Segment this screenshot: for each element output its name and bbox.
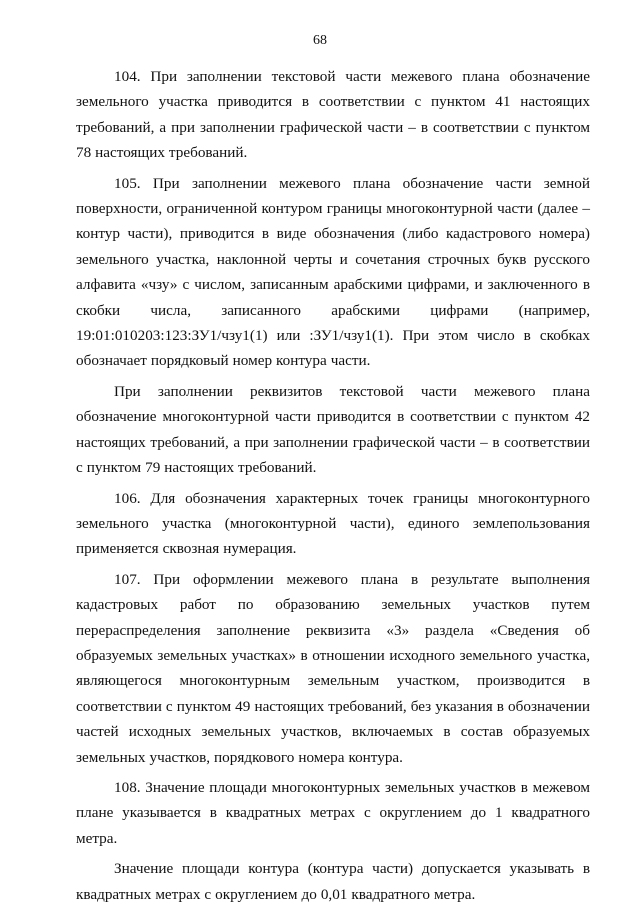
paragraph-107: 107. При оформлении межевого плана в результате выполнения кадастровых работ по образованию земельных участков путем перераспределения заполнение реквизита «3» раздела «Сведения об образуемых земельных участках» в отношении исходного земельного участка, являющегося многоконтурным земельным участком, производится в соответствии с пунктом 49 настоящих требований, без указания в обозначении частей исходных земельных участков, включаемых в состав образуемых земельных участков, порядкового номера контура. <box>76 570 590 766</box>
paragraph-105-continuation: При заполнении реквизитов текстовой части межевого плана обозначение многоконтурной части приводится в соответствии с пунктом 42 настоящих требований, а при заполнении графической части – в соответствии с пунктом 79 настоящих требований. <box>76 382 590 477</box>
paragraph-106: 106. Для обозначения характерных точек границы многоконтурного земельного участка (многоконтурной части), единого землепользования применяется сквозная нумерация. <box>76 489 590 558</box>
paragraph-108-continuation: Значение площади контура (контура части) допускается указывать в квадратных метрах с округлением до 0,01 квадратного метра. <box>76 860 590 903</box>
page-number: 68 <box>313 33 327 48</box>
document-body <box>76 64 590 912</box>
paragraph-105: 105. При заполнении межевого плана обозначение части земной поверхности, ограниченной контуром границы многоконтурной части (далее – контур части), приводится в виде обозначения (либо кадастрового номера) земельного участка, наклонной черты и сочетания строчных букв русского алфавита «чзу» с числом, записанным арабскими цифрами, и заключенного в скобки числа, записанного арабскими цифрами (например, 19:01:010203:123:ЗУ1/чзу1(1) или :ЗУ1/чзу1(1). При этом число в скобках обозначает порядковый номер контура части. <box>76 174 590 370</box>
paragraph-108: 108. Значение площади многоконтурных земельных участков в межевом плане указывается в квадратных метрах с округлением до 1 квадратного метра. <box>76 778 590 847</box>
paragraph-104: 104. При заполнении текстовой части межевого плана обозначение земельного участка приводится в соответствии с пунктом 41 настоящих требований, а при заполнении графической части – в соответствии с пунктом 78 настоящих требований. <box>76 68 590 162</box>
